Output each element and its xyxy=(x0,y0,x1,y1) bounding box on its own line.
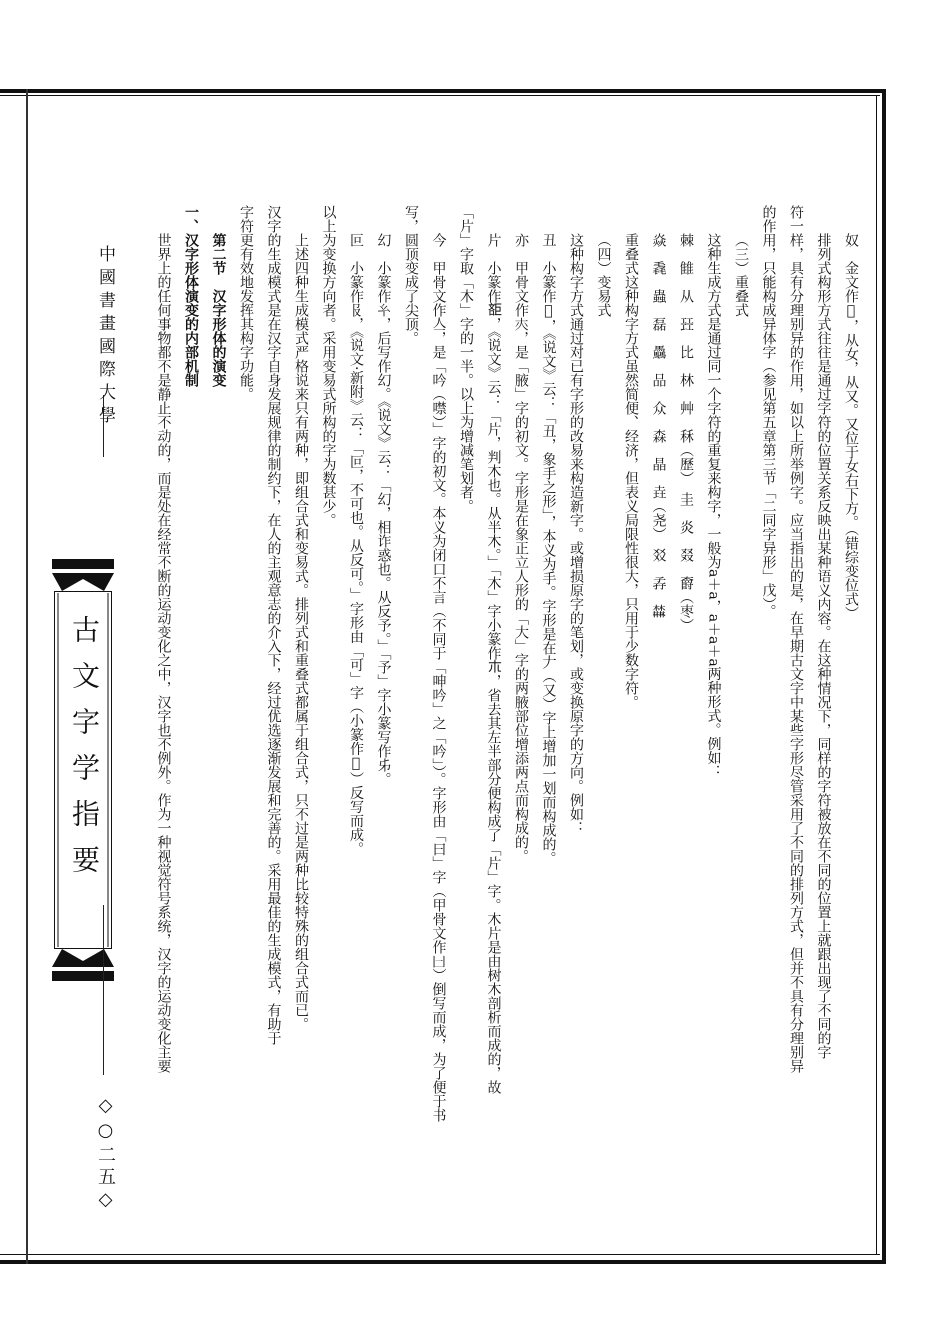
page-margin xyxy=(28,95,128,1255)
text-column: 叵 小篆作𠬝，《说文·新附》云：「叵，不可也。从反可。」字形由「可」字（小篆作𠀉）反写而成。 xyxy=(348,233,364,856)
frame-right-rule xyxy=(882,89,886,1264)
text-column: 片 小篆作𣁔，《说文》云：「片，判木也。从半木。」「木」字小篆作𣎳，省去其左半部分便构成了「片」字。木片是由树木剖析而成的，故 xyxy=(485,233,502,1094)
text-column: 世界上的任何事物都不是静止不动的，而是处在经常不断的运动变化之中，汉字也不例外。作为一种视觉符号系统，汉字的运动变化主要 xyxy=(155,233,172,1073)
text-column: 字符更有效地发挥其构字功能。 xyxy=(238,205,254,401)
text-column: 的作用，只能构成异体字（参见第五章第三节「二同字异形」戊）。 xyxy=(760,205,777,618)
frame-bottom-inner-rule xyxy=(0,1254,880,1255)
text-column: 写，圆顶变成了尖顶。 xyxy=(403,205,419,345)
text-column: 幻 小篆作𢆯，后写作幻。《说文》云：「幻，相诈惑也。从反予。」「予」字小篆写作𠂔。 xyxy=(375,233,392,786)
university-name: 中國書畫國際大學 xyxy=(95,245,115,429)
text-column: 今 甲骨文作亼，是「吟（噤）」字的初文。本义为闭口不言（不同于「呻吟」之「吟」）。字形由「曰」字（甲骨文作𠙵）倒写而成，为了便于书 xyxy=(430,233,447,1122)
page-number: ◇○二五◇ xyxy=(95,1095,116,1214)
section-heading: （三）重叠式 xyxy=(733,233,749,317)
chapter-section-title: 第二节 汉字形体的演变 xyxy=(210,233,227,387)
frame-top-rule xyxy=(0,89,886,93)
section-heading: （四）变易式 xyxy=(595,233,612,317)
example-characters: 棘 雔 从 㠭 比 林 艸 秝（歷） 圭 炎 叕 𣝣（枣） xyxy=(678,233,694,632)
title-cartouche xyxy=(48,555,118,985)
text-column: 奴 金文作𡚤，从女，从又。又位于女右下方。（错综变位式） xyxy=(843,233,859,620)
text-column: 亦 甲骨文作𡗕，是「腋」字的初文。字形是在象正立人形的「大」字的两腋部位增添两点而构成的。 xyxy=(513,233,529,863)
text-column: 排列式构形方式往往是通过字符的位置关系反映出某种语义内容。在这种情况下，同样的字符被放在不同的位置上就跟出现了不同的字 xyxy=(815,233,832,1059)
text-column: 汉字的生成模式是在汉字自身发展规律的制约下，在人的主观意志的介入下，经过优选逐渐发展和完善的。采用最佳的生成模式，有助于 xyxy=(265,205,282,1045)
frame-right-inner-rule xyxy=(876,95,877,1255)
margin-divider-lower xyxy=(103,905,104,1075)
subsection-title: 一、汉字形体演变的内部机制 xyxy=(183,205,199,387)
text-column: 「片」字取「木」字的一半。以上为增减笔划者。 xyxy=(458,205,474,513)
text-column: 上述四种生成模式严格说来只有两种，即组合式和变易式。排列式和重叠式都属于组合式，只不过是两种比较特殊的组合式而已。 xyxy=(293,233,309,1031)
text-column: 重叠式这种构字方式虽然简便、经济，但表义局限性很大，只用于少数字符。 xyxy=(623,233,639,709)
text-column: 符一样，具有分理别异的作用，如以上所举例字。应当指出的是，在早期古文字中某些字形尽管采用了不同的排列方式，但并不具有分理别异 xyxy=(788,205,804,1073)
example-characters: 焱 毳 蟲 磊 驫 品 众 森 晶 垚（尧） 㸚 孨 𣡕 xyxy=(650,233,667,618)
book-title: 古文字学指要 xyxy=(68,615,101,891)
body-text xyxy=(155,205,864,1205)
text-column: 这种构字方式通过对已有字形的改易来构造新字。或增损原字的笔划，或变换原字的方向。例如： xyxy=(568,233,584,835)
frame-top-inner-rule xyxy=(0,95,880,96)
text-column: 这种生成方式是通过同一个字符的重复来构字，一般为a＋a，a＋a＋a两种形式。例如： xyxy=(705,233,722,779)
text-column: 丑 小篆作𠃧，《说文》云：「丑，象手之形」，本义为手。字形是在𠂇（又）字上增加一划而构成的。 xyxy=(540,233,557,865)
frame-bottom-rule xyxy=(0,1260,886,1264)
text-column: 以上为变换方向者。采用变易式所构的字为数甚少。 xyxy=(320,205,337,527)
